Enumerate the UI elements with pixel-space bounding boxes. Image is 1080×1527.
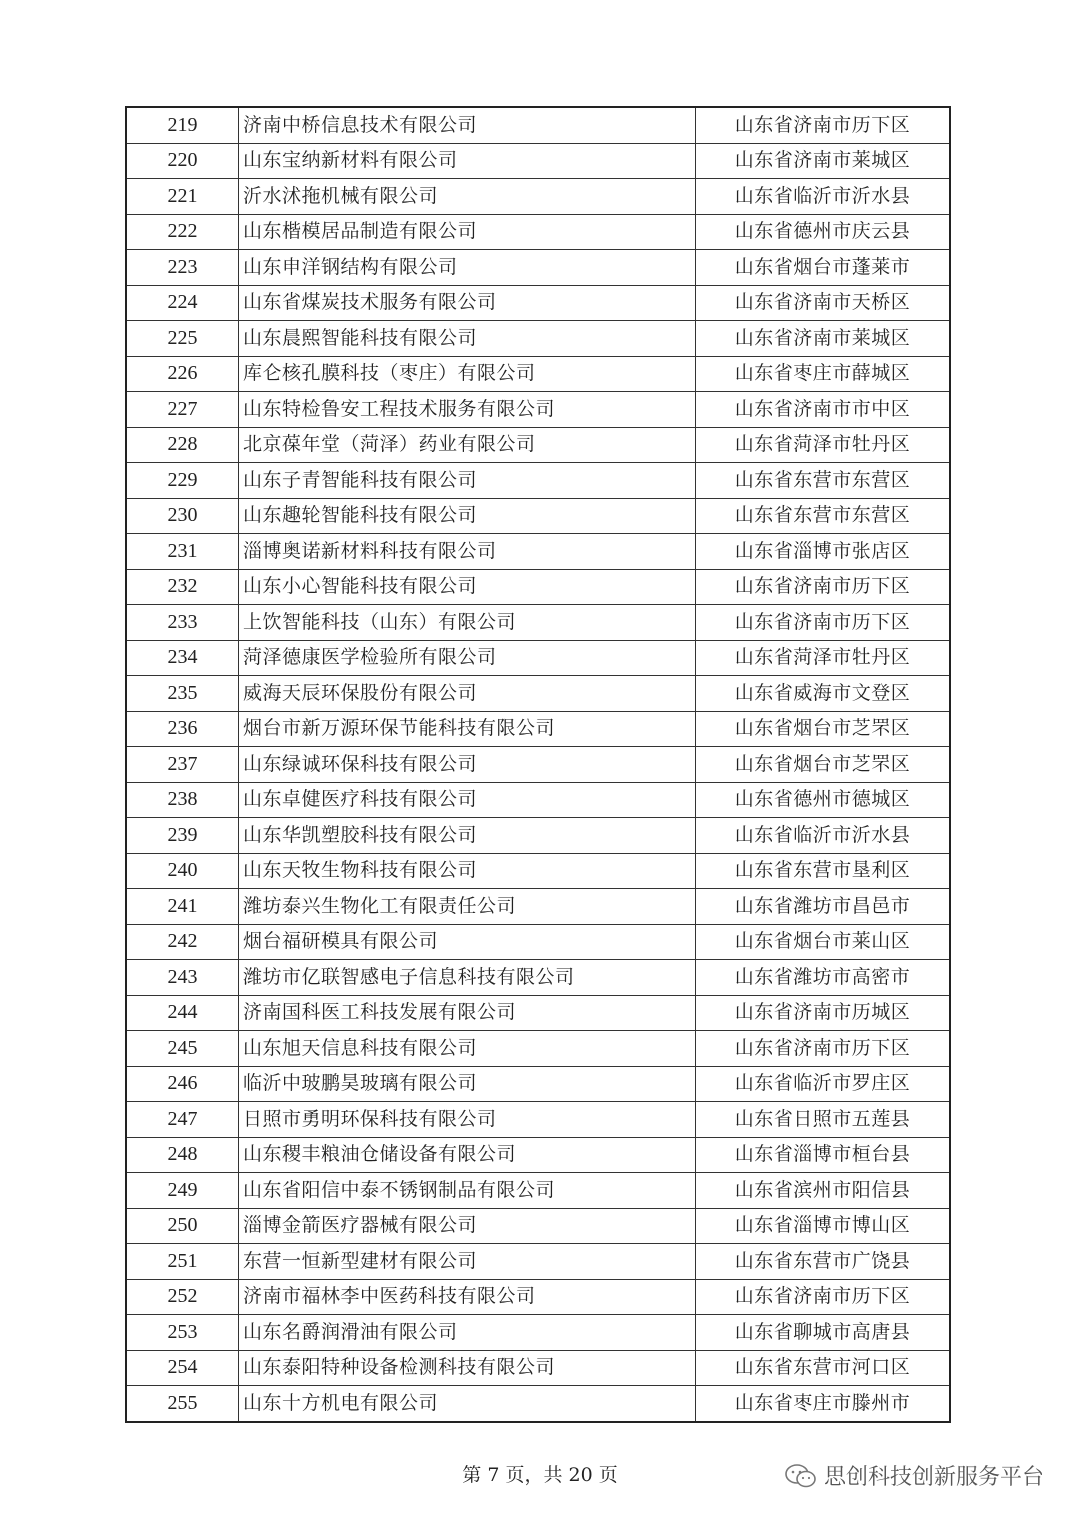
table-row bbox=[126, 356, 950, 392]
company-name: 山东稷丰粮油仓储设备有限公司 bbox=[239, 1137, 696, 1173]
page-footer: 第 7 页，共 20 页 bbox=[462, 1464, 618, 1486]
company-name: 烟台市新万源环保节能科技有限公司 bbox=[239, 711, 696, 747]
region: 山东省威海市文登区 bbox=[696, 676, 951, 712]
region: 山东省济南市莱城区 bbox=[696, 321, 951, 357]
row-number: 251 bbox=[126, 1244, 239, 1280]
region: 山东省济南市市中区 bbox=[696, 392, 951, 428]
company-name: 山东天牧生物科技有限公司 bbox=[239, 853, 696, 889]
table-row bbox=[126, 1137, 950, 1173]
company-name: 山东申洋钢结构有限公司 bbox=[239, 250, 696, 286]
table-row bbox=[126, 534, 950, 570]
region: 山东省临沂市沂水县 bbox=[696, 179, 951, 215]
row-number: 226 bbox=[126, 356, 239, 392]
row-number: 235 bbox=[126, 676, 239, 712]
watermark-text: 思创科技创新服务平台 bbox=[823, 1465, 1044, 1490]
row-number: 240 bbox=[126, 853, 239, 889]
row-number: 238 bbox=[126, 782, 239, 818]
region: 山东省济南市莱城区 bbox=[696, 143, 951, 179]
company-name: 山东绿诚环保科技有限公司 bbox=[239, 747, 696, 783]
row-number: 242 bbox=[126, 924, 239, 960]
company-name: 山东泰阳特种设备检测科技有限公司 bbox=[239, 1350, 696, 1386]
company-name: 北京葆年堂（菏泽）药业有限公司 bbox=[239, 427, 696, 463]
region: 山东省淄博市桓台县 bbox=[696, 1137, 951, 1173]
company-name: 上饮智能科技（山东）有限公司 bbox=[239, 605, 696, 641]
row-number: 233 bbox=[126, 605, 239, 641]
company-name: 临沂中玻鹏昊玻璃有限公司 bbox=[239, 1066, 696, 1102]
table-row bbox=[126, 1279, 950, 1315]
region: 山东省德州市德城区 bbox=[696, 782, 951, 818]
region: 山东省东营市河口区 bbox=[696, 1350, 951, 1386]
region: 山东省淄博市博山区 bbox=[696, 1208, 951, 1244]
region: 山东省东营市东营区 bbox=[696, 463, 951, 499]
row-number: 252 bbox=[126, 1279, 239, 1315]
table-row bbox=[126, 107, 950, 143]
table-row bbox=[126, 1350, 950, 1386]
row-number: 243 bbox=[126, 960, 239, 996]
table-row bbox=[126, 463, 950, 499]
row-number: 245 bbox=[126, 1031, 239, 1067]
region: 山东省济南市历下区 bbox=[696, 1279, 951, 1315]
table-row bbox=[126, 711, 950, 747]
table-row bbox=[126, 285, 950, 321]
table-row bbox=[126, 747, 950, 783]
table-row bbox=[126, 924, 950, 960]
company-name: 菏泽德康医学检验所有限公司 bbox=[239, 640, 696, 676]
row-number: 219 bbox=[126, 107, 239, 143]
region: 山东省菏泽市牡丹区 bbox=[696, 427, 951, 463]
company-name: 烟台福研模具有限公司 bbox=[239, 924, 696, 960]
company-name: 山东十方机电有限公司 bbox=[239, 1386, 696, 1422]
row-number: 224 bbox=[126, 285, 239, 321]
row-number: 239 bbox=[126, 818, 239, 854]
row-number: 253 bbox=[126, 1315, 239, 1351]
region: 山东省东营市广饶县 bbox=[696, 1244, 951, 1280]
company-name: 潍坊市亿联智感电子信息科技有限公司 bbox=[239, 960, 696, 996]
region: 山东省烟台市莱山区 bbox=[696, 924, 951, 960]
region: 山东省聊城市高唐县 bbox=[696, 1315, 951, 1351]
row-number: 229 bbox=[126, 463, 239, 499]
company-name: 山东名爵润滑油有限公司 bbox=[239, 1315, 696, 1351]
row-number: 220 bbox=[126, 143, 239, 179]
region: 山东省菏泽市牡丹区 bbox=[696, 640, 951, 676]
table-row bbox=[126, 1173, 950, 1209]
table-row bbox=[126, 1386, 950, 1422]
row-number: 255 bbox=[126, 1386, 239, 1422]
row-number: 244 bbox=[126, 995, 239, 1031]
region: 山东省淄博市张店区 bbox=[696, 534, 951, 570]
region: 山东省济南市历下区 bbox=[696, 569, 951, 605]
row-number: 221 bbox=[126, 179, 239, 215]
wechat-icon bbox=[784, 1462, 818, 1490]
watermark bbox=[784, 1460, 1044, 1491]
region: 山东省烟台市芝罘区 bbox=[696, 747, 951, 783]
row-number: 249 bbox=[126, 1173, 239, 1209]
company-name: 山东卓健医疗科技有限公司 bbox=[239, 782, 696, 818]
row-number: 225 bbox=[126, 321, 239, 357]
table-row bbox=[126, 1244, 950, 1280]
row-number: 241 bbox=[126, 889, 239, 925]
row-number: 222 bbox=[126, 214, 239, 250]
table-row bbox=[126, 818, 950, 854]
table-row bbox=[126, 1066, 950, 1102]
company-name: 山东旭天信息科技有限公司 bbox=[239, 1031, 696, 1067]
table-row bbox=[126, 853, 950, 889]
table-row bbox=[126, 1031, 950, 1067]
company-name: 山东省阳信中泰不锈钢制品有限公司 bbox=[239, 1173, 696, 1209]
company-name: 山东楷模居品制造有限公司 bbox=[239, 214, 696, 250]
company-name: 山东子青智能科技有限公司 bbox=[239, 463, 696, 499]
row-number: 231 bbox=[126, 534, 239, 570]
table-row bbox=[126, 782, 950, 818]
region: 山东省潍坊市昌邑市 bbox=[696, 889, 951, 925]
row-number: 232 bbox=[126, 569, 239, 605]
company-name: 东营一恒新型建材有限公司 bbox=[239, 1244, 696, 1280]
row-number: 246 bbox=[126, 1066, 239, 1102]
table-row bbox=[126, 569, 950, 605]
region: 山东省潍坊市高密市 bbox=[696, 960, 951, 996]
table-row bbox=[126, 960, 950, 996]
region: 山东省东营市东营区 bbox=[696, 498, 951, 534]
company-name: 沂水沭拖机械有限公司 bbox=[239, 179, 696, 215]
region: 山东省滨州市阳信县 bbox=[696, 1173, 951, 1209]
table-row bbox=[126, 179, 950, 215]
company-name: 山东华凯塑胶科技有限公司 bbox=[239, 818, 696, 854]
table-row bbox=[126, 250, 950, 286]
row-number: 234 bbox=[126, 640, 239, 676]
row-number: 247 bbox=[126, 1102, 239, 1138]
row-number: 237 bbox=[126, 747, 239, 783]
company-name: 淄博金箭医疗器械有限公司 bbox=[239, 1208, 696, 1244]
table-row bbox=[126, 676, 950, 712]
row-number: 223 bbox=[126, 250, 239, 286]
region: 山东省烟台市芝罘区 bbox=[696, 711, 951, 747]
region: 山东省烟台市蓬莱市 bbox=[696, 250, 951, 286]
region: 山东省德州市庆云县 bbox=[696, 214, 951, 250]
table-row bbox=[126, 1315, 950, 1351]
company-name: 库仑核孔膜科技（枣庄）有限公司 bbox=[239, 356, 696, 392]
company-name: 山东小心智能科技有限公司 bbox=[239, 569, 696, 605]
row-number: 250 bbox=[126, 1208, 239, 1244]
table-row bbox=[126, 143, 950, 179]
region: 山东省济南市历下区 bbox=[696, 605, 951, 641]
company-name: 济南中桥信息技术有限公司 bbox=[239, 107, 696, 143]
company-name: 山东趣轮智能科技有限公司 bbox=[239, 498, 696, 534]
company-name: 日照市勇明环保科技有限公司 bbox=[239, 1102, 696, 1138]
region: 山东省济南市历城区 bbox=[696, 995, 951, 1031]
table-row bbox=[126, 1102, 950, 1138]
row-number: 254 bbox=[126, 1350, 239, 1386]
company-name: 济南市福林李中医药科技有限公司 bbox=[239, 1279, 696, 1315]
row-number: 227 bbox=[126, 392, 239, 428]
region: 山东省济南市历下区 bbox=[696, 107, 951, 143]
row-number: 236 bbox=[126, 711, 239, 747]
table-row bbox=[126, 321, 950, 357]
region: 山东省济南市历下区 bbox=[696, 1031, 951, 1067]
company-name: 威海天辰环保股份有限公司 bbox=[239, 676, 696, 712]
region: 山东省东营市垦利区 bbox=[696, 853, 951, 889]
table-row bbox=[126, 605, 950, 641]
table-row bbox=[126, 640, 950, 676]
company-name: 山东晨熙智能科技有限公司 bbox=[239, 321, 696, 357]
table-row bbox=[126, 427, 950, 463]
region: 山东省临沂市罗庄区 bbox=[696, 1066, 951, 1102]
row-number: 230 bbox=[126, 498, 239, 534]
table-row bbox=[126, 995, 950, 1031]
table-row bbox=[126, 214, 950, 250]
region: 山东省济南市天桥区 bbox=[696, 285, 951, 321]
company-name: 山东宝纳新材料有限公司 bbox=[239, 143, 696, 179]
company-name: 淄博奥诺新材料科技有限公司 bbox=[239, 534, 696, 570]
region: 山东省枣庄市薛城区 bbox=[696, 356, 951, 392]
region: 山东省日照市五莲县 bbox=[696, 1102, 951, 1138]
table-row bbox=[126, 889, 950, 925]
company-name: 山东特检鲁安工程技术服务有限公司 bbox=[239, 392, 696, 428]
table-row bbox=[126, 498, 950, 534]
region: 山东省枣庄市滕州市 bbox=[696, 1386, 951, 1422]
row-number: 228 bbox=[126, 427, 239, 463]
company-table bbox=[125, 106, 951, 1423]
table-row bbox=[126, 392, 950, 428]
table-row bbox=[126, 1208, 950, 1244]
row-number: 248 bbox=[126, 1137, 239, 1173]
company-name: 山东省煤炭技术服务有限公司 bbox=[239, 285, 696, 321]
company-name: 潍坊泰兴生物化工有限责任公司 bbox=[239, 889, 696, 925]
company-name: 济南国科医工科技发展有限公司 bbox=[239, 995, 696, 1031]
region: 山东省临沂市沂水县 bbox=[696, 818, 951, 854]
